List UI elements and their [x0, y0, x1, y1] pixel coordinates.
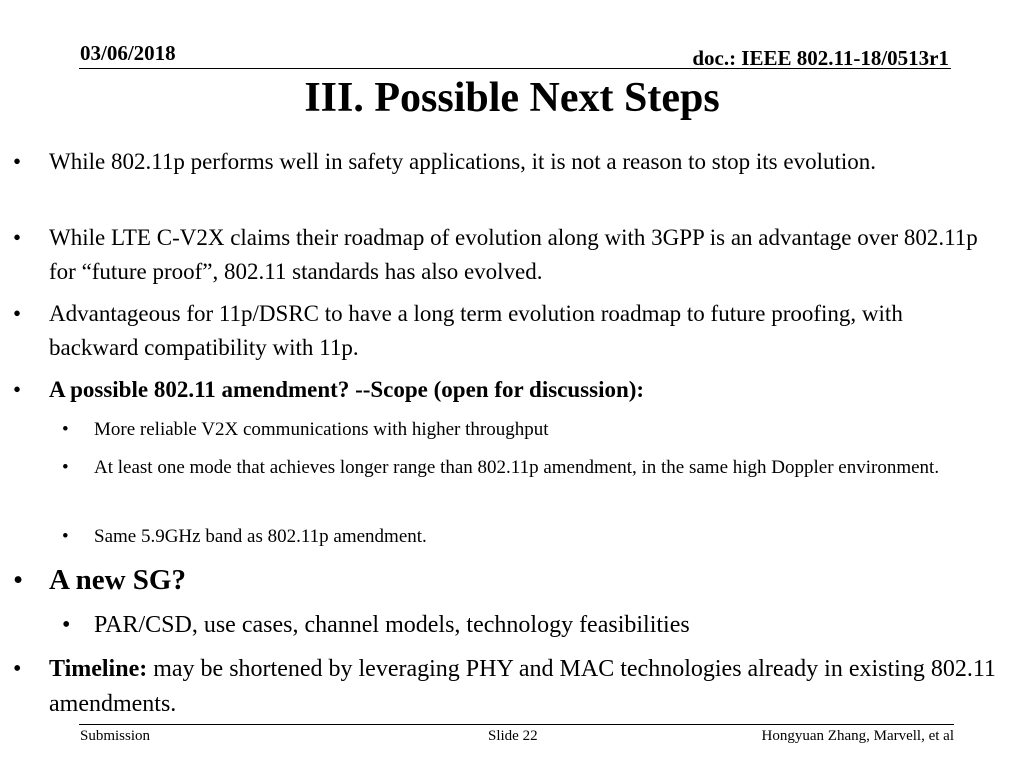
bullet-marker: • — [13, 225, 22, 250]
sub-bullet-text-5-1: PAR/CSD, use cases, channel models, technology feasibilities — [94, 612, 690, 638]
footer-author: Hongyuan Zhang, Marvell, et al — [761, 728, 954, 744]
sub-bullet-marker: • — [62, 526, 69, 547]
header-divider — [79, 68, 951, 69]
sub-bullet-text-4-2: At least one mode that achieves longer range than 802.11p amendment, in the same high Doppler environment. — [94, 457, 940, 478]
bullet-text-2: While LTE C-V2X claims their roadmap of evolution along with 3GPP is an advantage over 802.11p for “future proof”, 802.11 standards has also evolved. — [49, 225, 978, 284]
bullet-marker: • — [13, 377, 22, 402]
bullet-text-3: Advantageous for 11p/DSRC to have a long term evolution roadmap to future proofing, with backward compatibility with 11p. — [49, 301, 903, 360]
footer-slide-number: Slide 22 — [488, 728, 538, 744]
sub-bullet-marker: • — [62, 612, 71, 638]
header-doc-id: doc.: IEEE 802.11-18/0513r1 — [692, 46, 949, 70]
slide-title: III. Possible Next Steps — [304, 75, 720, 121]
sub-bullet-text-4-1: More reliable V2X communications with higher throughput — [94, 419, 549, 440]
header-date: 03/06/2018 — [80, 41, 176, 65]
bullet-marker: • — [13, 564, 24, 596]
sub-bullet-marker: • — [62, 419, 69, 440]
bullet-text-5: A new SG? — [49, 564, 186, 596]
bullet-text-1: While 802.11p performs well in safety applications, it is not a reason to stop its evolution. — [49, 149, 877, 174]
timeline-text: may be shortened by leveraging PHY and MAC technologies already in existing 802.11 amendments. — [49, 656, 996, 717]
sub-bullet-marker: • — [62, 457, 69, 478]
footer-divider — [79, 724, 954, 725]
bullet-text-4: A possible 802.11 amendment? --Scope (open for discussion): — [49, 377, 645, 402]
bullet-marker: • — [13, 301, 22, 326]
bullet-marker: • — [13, 656, 22, 682]
bullet-marker: • — [13, 149, 22, 174]
bullet-text-6 — [49, 652, 999, 722]
timeline-label: Timeline: — [49, 656, 148, 682]
footer-submission: Submission — [80, 728, 151, 744]
sub-bullet-text-4-3: Same 5.9GHz band as 802.11p amendment. — [94, 526, 427, 547]
